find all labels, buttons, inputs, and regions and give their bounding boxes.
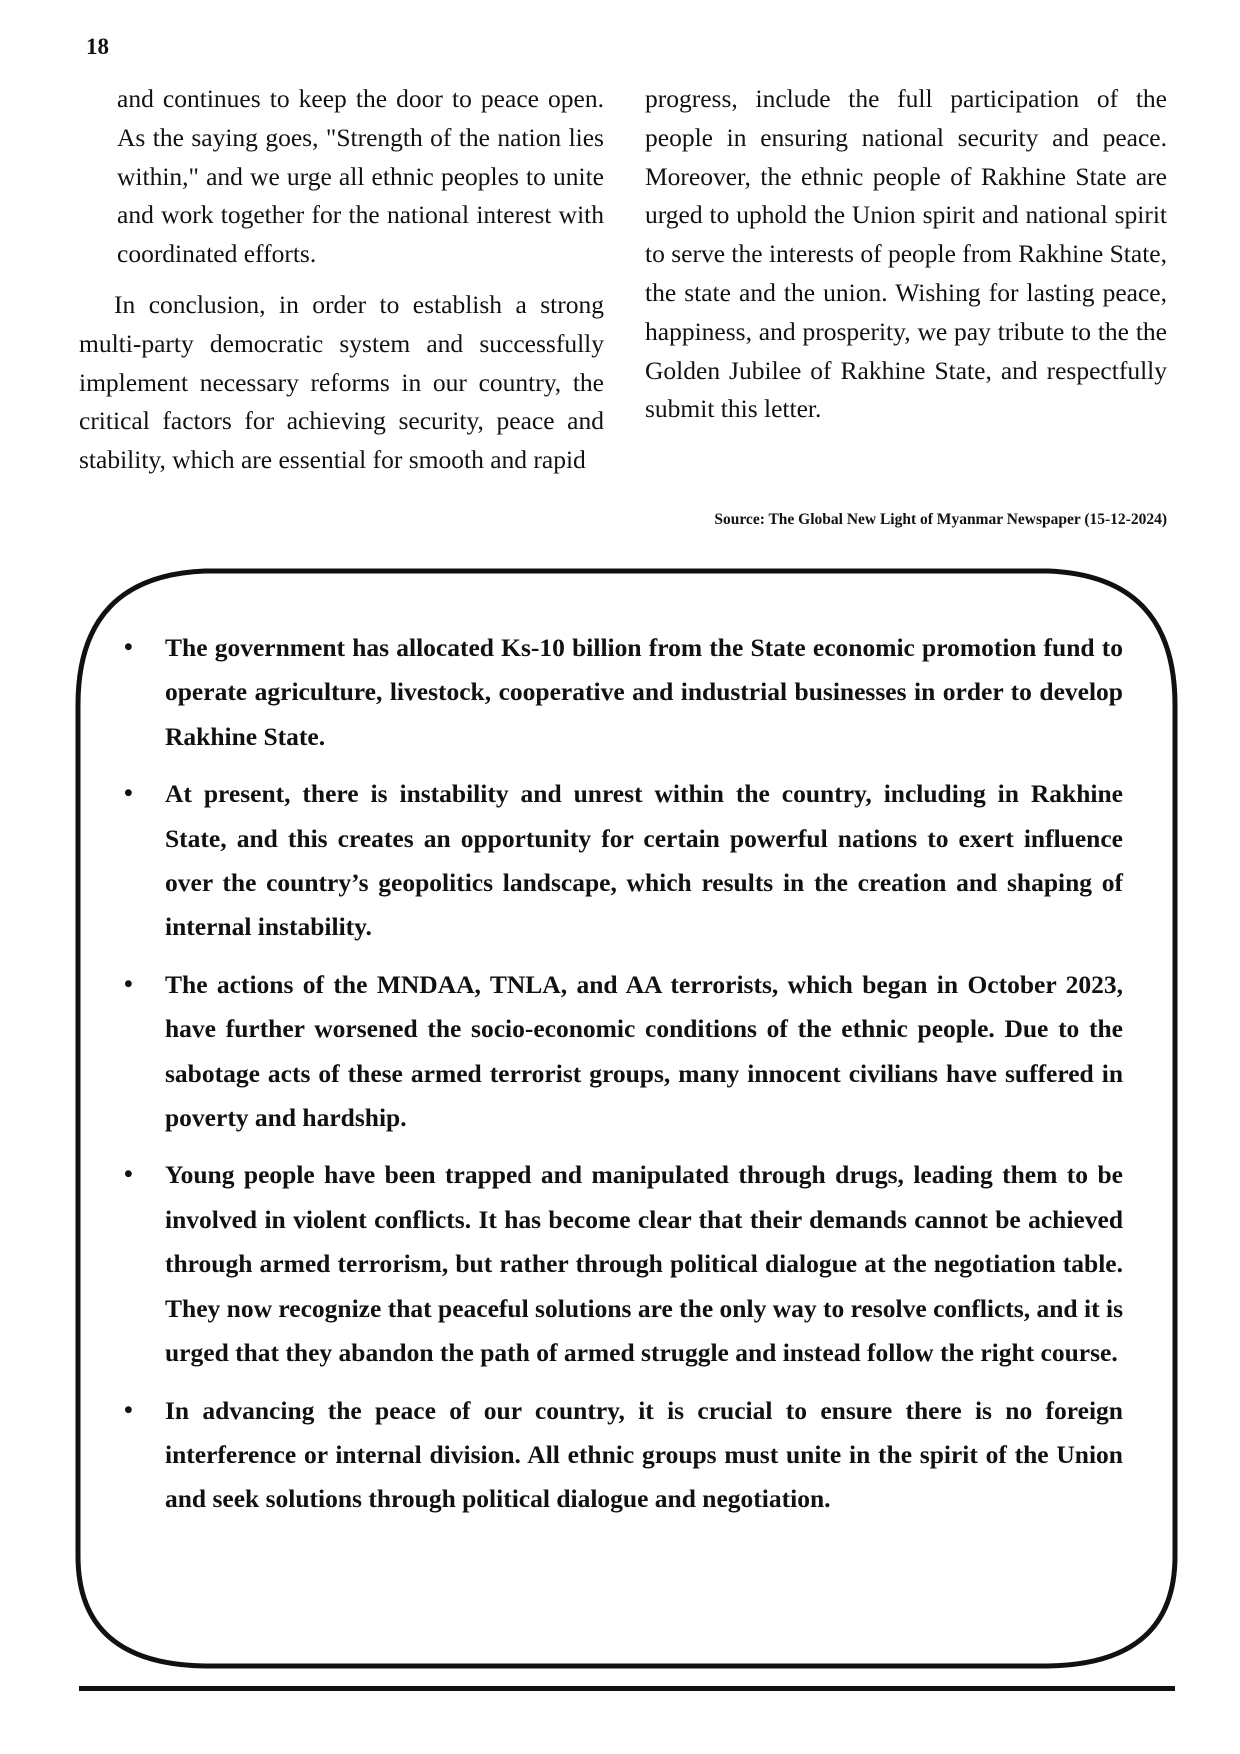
highlight-item: • At present, there is instability and unrest within the country, including in Rakhine State, and this creates an opportunity for certain powerful nations to exert influence over the country’s geopolitics landscape, which results in the creation and shaping of internal instability. [120, 772, 1123, 950]
highlights-list [120, 626, 1123, 1535]
highlight-item: • In advancing the peace of our country, it is crucial to ensure there is no foreign interference or internal division. All ethnic groups must unite in the spirit of the Union and seek solutions through political dialogue and negotiation. [120, 1389, 1123, 1522]
highlight-item: • The actions of the MNDAA, TNLA, and AA terrorists, which began in October 2023, have further worsened the socio-economic conditions of the ethnic people. Due to the sabotage acts of these armed terrorist groups, many innocent civilians have suffered in poverty and hardship. [120, 963, 1123, 1141]
right-paragraph: progress, include the full participation of the people in ensuring national security and peace. Moreover, the ethnic people of Rakhine State are urged to uphold the Union spirit and national spirit to serve the interests of people from Rakhine State, the state and the union. Wishing for lasting peace, happiness, and prosperity, we pay tribute to the the Golden Jubilee of Rakhine State, and respectfully submit this letter. [645, 84, 1167, 424]
left-paragraph-conclusion: In conclusion, in order to establish a strong multi-party democratic system and successfully implement necessary reforms in our country, the critical factors for achieving security, peace and stability, which are essential for smooth and rapid [79, 289, 604, 475]
source-citation: Source: The Global New Light of Myanmar Newspaper (15-12-2024) [714, 511, 1167, 528]
left-paragraph-continuation: and continues to keep the door to peace open. As the saying goes, "Strength of the nation lies within," and we urge all ethnic peoples to unite and work together for the national interest with coordinated efforts. [117, 84, 604, 269]
page-number: 18 [86, 34, 109, 59]
highlight-item: • Young people have been trapped and manipulated through drugs, leading them to be involved in violent conflicts. It has become clear that their demands cannot be achieved through armed terrorism, but rather through political dialogue at the negotiation table. They now recognize that peaceful solutions are the only way to resolve conflicts, and it is urged that they abandon the path of armed struggle and instead follow the right course. [120, 1153, 1123, 1375]
highlight-item: • The government has allocated Ks-10 billion from the State economic promotion fund to operate agriculture, livestock, cooperative and industrial businesses in order to develop Rakhine State. [120, 626, 1123, 759]
footer-rule [79, 1686, 1175, 1691]
